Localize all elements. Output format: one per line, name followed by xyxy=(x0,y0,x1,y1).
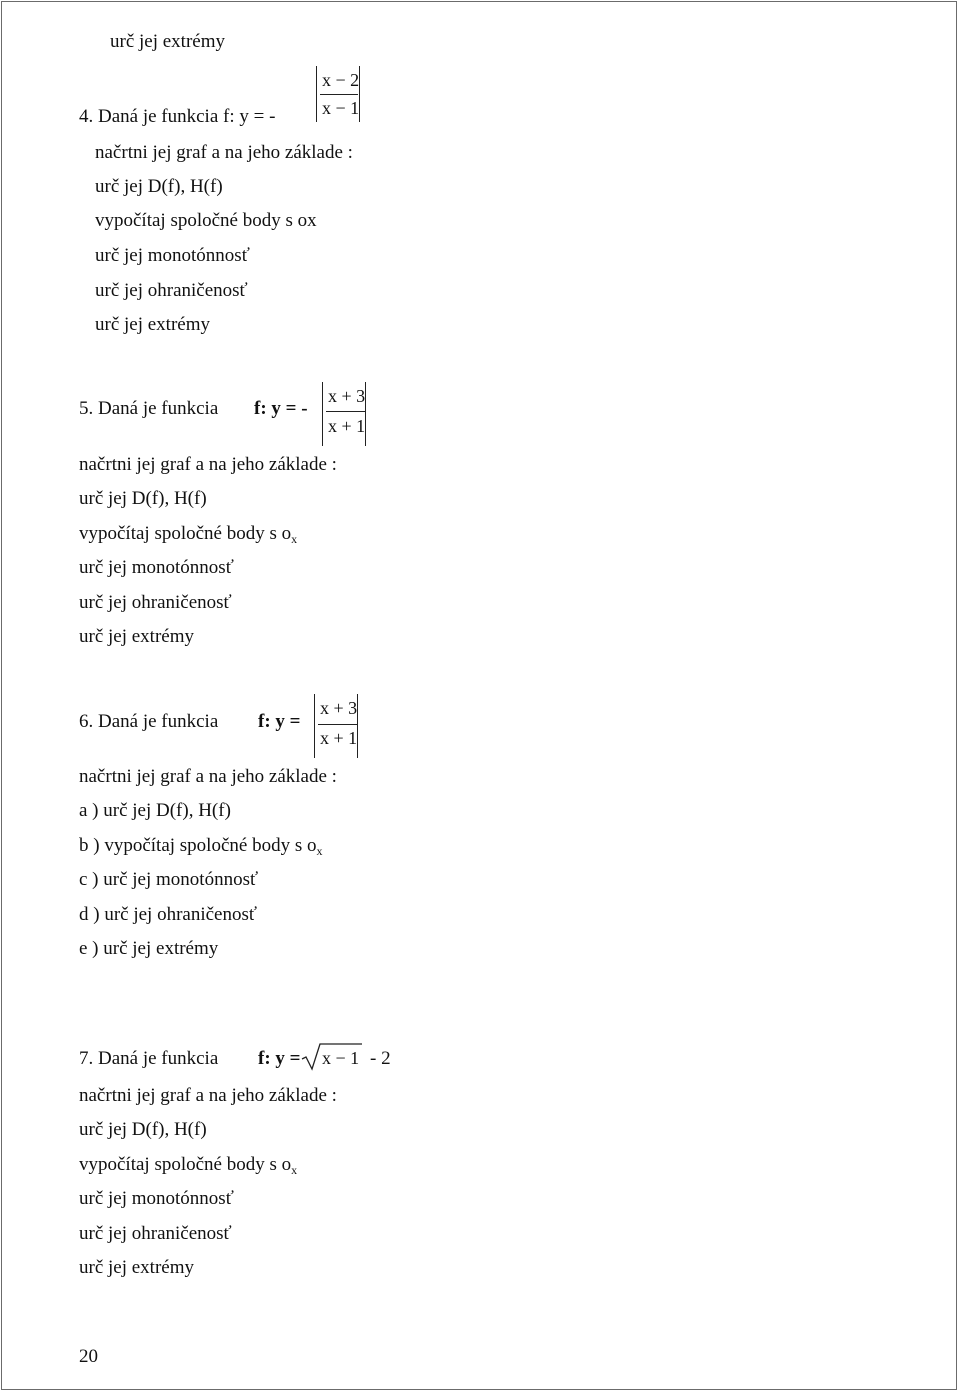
task-extrema: urč jej extrémy xyxy=(79,1257,195,1278)
task-sketch: načrtni jej graf a na jeho základe : xyxy=(79,454,337,475)
task-sketch: načrtni jej graf a na jeho základe : xyxy=(79,1085,337,1106)
problem-6-number: 6. Daná je funkcia xyxy=(79,711,219,732)
task-intersections: vypočítaj spoločné body s $o_x$ xyxy=(79,523,298,546)
task-monotonicity: urč jej monotónnosť xyxy=(95,245,250,266)
problem-7-tail: - 2 xyxy=(370,1048,391,1069)
problem-5-number: 5. Daná je funkcia xyxy=(79,398,219,419)
task-c-monotonicity: c ) urč jej monotónnosť xyxy=(79,869,259,890)
task-e-extrema: e ) urč jej extrémy xyxy=(79,938,219,959)
task-extrema: urč jej extrémy xyxy=(79,626,195,647)
problem-5-function: f: y = - xyxy=(254,398,308,419)
task-sketch: načrtni jej graf a na jeho základe : xyxy=(79,766,337,787)
problem-6-function: f: y = xyxy=(258,711,301,732)
fraction-denominator: x − 1 xyxy=(322,98,360,118)
fraction-bar xyxy=(326,411,366,412)
fraction-numerator: x − 2 xyxy=(322,70,360,90)
extrema-line: urč jej extrémy xyxy=(110,31,226,52)
fraction-bar xyxy=(318,724,358,725)
task-extrema: urč jej extrémy xyxy=(95,314,211,335)
task-domain: urč jej D(f), H(f) xyxy=(95,176,223,197)
page-number: 20 xyxy=(79,1346,98,1367)
problem-4-intro: 4. Daná je funkcia f: y = - xyxy=(79,106,276,127)
task-intersections: vypočítaj spoločné body s ox xyxy=(95,210,317,231)
task-domain: urč jej D(f), H(f) xyxy=(79,488,207,509)
task-d-boundedness: d ) urč jej ohraničenosť xyxy=(79,904,257,925)
fraction-denominator: x + 1 xyxy=(328,416,366,436)
fraction-bar xyxy=(320,94,358,95)
task-monotonicity: urč jej monotónnosť xyxy=(79,1188,234,1209)
task-a-domain: a ) urč jej D(f), H(f) xyxy=(79,800,231,821)
task-intersections: vypočítaj spoločné body s $o_x$ xyxy=(79,1154,298,1177)
fraction-numerator: x + 3 xyxy=(328,386,366,406)
task-boundedness: urč jej ohraničenosť xyxy=(79,1223,232,1244)
fraction-denominator: x + 1 xyxy=(320,728,358,748)
task-boundedness: urč jej ohraničenosť xyxy=(95,280,248,301)
problem-7-function: f: y = xyxy=(258,1048,301,1069)
problem-7-number: 7. Daná je funkcia xyxy=(79,1048,219,1069)
task-boundedness: urč jej ohraničenosť xyxy=(79,592,232,613)
task-domain: urč jej D(f), H(f) xyxy=(79,1119,207,1140)
task-b-intersections: b ) vypočítaj spoločné body s $o_x$ xyxy=(79,835,323,858)
task-sketch: načrtni jej graf a na jeho základe : xyxy=(95,142,353,163)
radicand: x − 1 xyxy=(322,1048,360,1068)
task-monotonicity: urč jej monotónnosť xyxy=(79,557,234,578)
fraction-numerator: x + 3 xyxy=(320,698,358,718)
